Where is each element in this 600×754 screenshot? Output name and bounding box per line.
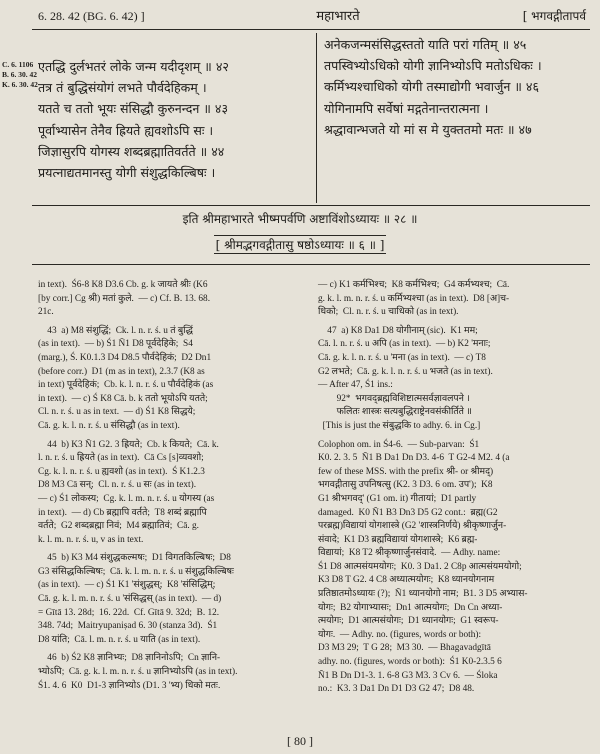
note-line: 43 a) M8 संशुद्धिं; Ck. l. n. r. ś. u तं बुद्धिं	[38, 325, 193, 336]
verse-line: श्रद्धावान्भजते यो मां स मे युक्ततमो मतः ॥ ४७	[324, 121, 532, 137]
note-line: 47 a) K8 Da1 D8 योगीनाम् (sic). K1 मम;	[318, 325, 478, 336]
sidenote-line: C. 6. 1106	[2, 60, 34, 69]
note-line: वर्तते; G2 शब्दब्रह्मा निवं; M4 ब्रह्मातिवं; Cā. g.	[38, 521, 199, 532]
note-line: — c) Ś1 लोकस्य; Cg. k. l. m. n. r. ś. u योगस्य (as	[38, 493, 215, 504]
note-line: no.: K3. 3 Da1 Dn D1 D3 G2 47; D8 48.	[318, 684, 475, 695]
note-line: g. k. l. m. n. r. ś. u कर्मिभ्यश्चा (as in text). D8 [अ]च-	[318, 293, 510, 304]
note-line: भगवद्गीतासु उपनिषत्सु (K2. 3 D3. 6 om. उप'); K8	[318, 480, 493, 491]
verse-line: कर्मिभ्यश्चाधिको योगी तस्माद्योगी भवार्जुन ॥ ४६	[324, 79, 540, 95]
note-line: (as in text). — c) Ś1 K1 'संशुद्धस्; K8 'संसिद्धिम्;	[38, 580, 216, 591]
note-line: = Gītā 13. 28d; 16. 22d. Cf. Gītā 9. 32d; B. 12.	[38, 607, 220, 618]
note-line: (before corr.) D1 (m as in text), 2.3.7 (K8 as	[38, 366, 205, 377]
note-line: adhy. no. (figures, words or both): Ś1 K0-2.3.5 6	[318, 657, 502, 668]
verse-line: जिज्ञासुरपि योगस्य शब्दब्रह्मातिवर्तते ॥ ४४	[38, 143, 225, 159]
header-section: [ भगवद्गीतापर्व	[522, 9, 586, 23]
column-divider	[316, 33, 317, 203]
critical-notes-left	[38, 279, 237, 693]
note-line: — c) K1 कर्मभिश्च; K8 कर्मभिश्च; G4 कर्मभ्यश्च; Cā.	[318, 280, 510, 290]
note-line: परब्रह्म)विद्यायां योगशास्त्रे (G2 'शास्त्रनिर्णये) श्रीकृष्णार्जुन-	[318, 521, 507, 532]
note-line: (as in text). — b) Ś1 Ñ1 D8 पूर्वदेहिके; S4	[38, 339, 193, 350]
sidenote-line: K. 6. 30. 42	[2, 80, 38, 89]
note-line: संवादे; K1 D3 ब्रह्मविद्यायां योगशास्त्रे; K6 ब्रह्म-	[318, 534, 478, 545]
note-line: Ñ1 B Dn D1-3. 1. 6-8 G3 M3. 3 Cv 6. — Śloka	[318, 670, 498, 681]
note-line: 46 b) Ś2 K8 ज्ञानिभ्यः; D8 ज्ञानिनोऽपि; Cn ज्ञानि-	[38, 653, 221, 664]
critical-notes-right	[318, 279, 528, 697]
note-line: विद्यायां; K8 T2 श्रीकृष्णार्जुनसंवादे. — Adhy. name:	[318, 548, 501, 559]
note-line: प्रतिष्ठातमोऽध्यायः (?); Ñ1 ध्यानयोगो नाम; B1. 3 D5 अभ्यास-	[318, 589, 528, 600]
note-line: भ्योऽपि; Cā. g. k. l. m. n. r. ś. u ज्ञानिभ्योऽपि (as in text).	[38, 667, 238, 678]
note-line: in text). — d) Cb ब्रह्मापि वर्तते; T8 शब्दं ब्रह्मापि	[38, 507, 207, 518]
note-line: (marg.), Ś. K0.1.3 D4 D8.5 पौर्वदेहिकं; D2 Dn1	[38, 352, 212, 363]
page-number: [ 80 ]	[287, 734, 313, 748]
verse-line: योगिनामपि सर्वेषां मद्गतेनान्तरात्मना ।	[324, 100, 489, 116]
verse-line: अनेकजन्मसंसिद्धस्ततो याति परां गतिम् ॥ ४५	[324, 37, 527, 52]
note-line: — After 47, Ś1 ins.:	[318, 380, 393, 391]
verse-line: यतते च ततो भूयः संसिद्धौ कुरुनन्दन ॥ ४३	[38, 101, 229, 117]
note-line: Cg. k. l. n. r. ś. u ह्यवशो (as in text). Ś K1.2.3	[38, 466, 205, 477]
note-line: G3 संसिद्धकिल्बिषः; Cā. k. l. m. n. r. ś. u संशुद्धकिल्बिषः	[38, 566, 234, 577]
note-line: Cā. g. k. l. m. n. r. ś. u 'संसिद्धस् (as in text). — d)	[38, 594, 222, 605]
note-line: योगः; B2 योगाभ्यासः; Dn1 आत्मयोगः; Dn Cn अध्या-	[318, 602, 503, 613]
note-line: [by corr.] Cg श्री) मतां कुले. — c) Cf. B. 13. 68.	[38, 293, 211, 304]
chapter-colophon: इति श्रीमहाभारते भीष्मपर्वणि अष्टाविंशोऽध्यायः ॥ २८ ॥	[182, 212, 418, 226]
verse-line: तत्र तं बुद्धिसंयोगं लभते पौर्वदेहिकम् ।	[38, 80, 207, 96]
note-line: l. n. r. ś. u ह्रियते (as in text). Cā Cs [s]व्यवशो;	[38, 453, 204, 464]
verse-rule	[32, 205, 590, 206]
note-line: Ś1. 4. 6 K0 D1-3 ज्ञानिभ्योऽ (D1. 3 'भ्य) धिको मतः.	[38, 680, 221, 691]
note-line: [This is just the संबुद्धकि to adhy. 6. in Cg.]	[318, 420, 481, 431]
note-line: 45 b) K3 M4 संशुद्धकल्मषः; D1 विगतकिल्बिषः; D8	[38, 553, 231, 564]
running-header	[38, 6, 586, 26]
note-line: D3 M3 29; T G 28; M3 30. — Bhagavadgītā	[318, 643, 491, 654]
verse-column-left	[38, 56, 229, 183]
header-rule	[32, 29, 590, 30]
verse-line: एतद्धि दुर्लभतरं लोके जन्म यदीदृशम् ॥ ४२	[38, 59, 229, 74]
note-line: फलितः शास्त्रः सत्यबुद्धिराष्ट्रेनवसंकीर्तिते ॥	[318, 407, 472, 418]
note-line: 92* भगवद्ब्रह्मविशिष्टात्मसर्वज्ञावलपने ।	[318, 393, 470, 404]
note-line: in text). — c) Ś K8 Cā. b. k ततो भूयोऽपि यतते;	[38, 393, 208, 404]
header-reference: 6. 28. 42 (BG. 6. 42) ]	[38, 9, 145, 23]
note-line: G2 लभते; Cā. g. k. l. n. r. ś. u भजते (as in text).	[318, 366, 493, 377]
note-line: धिको; Cl. n. r. ś. u चाधिको (as in text).	[318, 307, 459, 318]
gita-colophon-text: [ श्रीमद्भगवद्गीतासु षष्ठोऽध्यायः ॥ ६ ॥ ]	[214, 235, 387, 254]
verse-line: पूर्वाभ्यासेन तेनैव ह्रियते ह्यवशोऽपि सः ।	[38, 122, 214, 138]
note-line: 348. 74d; Maitryupaniṣad 6. 30 (stanza 3d). Ś1	[38, 621, 218, 632]
notes-rule	[32, 264, 590, 265]
verse-column-right	[324, 34, 542, 140]
note-line: D8 यांति; Cā. l. m. n. r. ś. u याति (as in text).	[38, 634, 201, 645]
header-title: महाभारते	[316, 9, 360, 24]
sidenote-line: B. 6. 30. 42	[2, 70, 38, 79]
verse-line: तपस्विभ्योऽधिको योगी ज्ञानिभ्योऽपि मतोऽधिकः ।	[324, 58, 542, 74]
note-line: k. l. m. n. r. ś. u, v as in text.	[38, 534, 144, 545]
note-line: Cā. g. k. l. n. r. ś. u 'मना (as in text). — c) T8	[318, 352, 486, 363]
verse-line: प्रयत्नाद्यतमानस्तु योगी संशुद्धकिल्बिषः ।	[38, 165, 216, 181]
note-line: Colophon om. in Ś4-6. — Sub-parvan: Ś1	[318, 439, 480, 450]
note-line: Cā. g. k. l. n. r. ś. u संसिद्धौ (as in text).	[38, 420, 180, 431]
note-line: K3 D8 T G2. 4 C8 अध्यात्मयोगः; K8 ध्यानयोगनाम	[318, 575, 495, 586]
note-line: D8 M3 Cā सन्; Cl. n. r. ś. u सः (as in text).	[38, 480, 197, 491]
note-line: K0. 2. 3. 5 Ñ1 B Da1 Dn D3. 4-6 T G2-4 M2. 4 (a	[318, 453, 510, 464]
note-line: 44 b) K3 Ñ1 G2. 3 ह्रियते; Cb. k कियते; Cā. k.	[38, 439, 219, 450]
sidenote-references	[2, 60, 38, 90]
note-line: Cl. n. r. ś. u as in text. — d) Ś1 K8 सिद्धये;	[38, 407, 196, 418]
note-line: Ś1 D8 आत्मसंयमयोगः; K0. 3 Da1. 2 C8p आत्मसंयमयोगो;	[318, 561, 522, 572]
note-line: in text). Ś6-8 K8 D3.6 Cb. g. k जायते श्रीः (K6	[38, 280, 208, 290]
note-line: G1 श्रीभगवद्' (G1 om. it) गीतायां; D1 partly	[318, 493, 477, 504]
note-line: damaged. K0 Ñ1 B3 Dn3 D5 G2 cont.: ब्रह्म(G2	[318, 507, 498, 518]
note-line: योगः. — Adhy. no. (figures, words or both):	[318, 629, 482, 640]
note-line: Cā. l. n. r. ś. u अपि (as in text). — b) K2 'मनाः;	[318, 339, 491, 350]
note-line: in text) पूर्वदेहिकं; Cb. k. l. n. r. ś. u पौर्वदेहिकं (as	[38, 380, 214, 391]
note-line: few of these MSS. with the prefix श्री- or श्रीमद्)	[318, 466, 494, 477]
note-line: 21c.	[38, 307, 54, 318]
gita-colophon	[0, 235, 600, 254]
note-line: त्मयोगः; D1 आत्मसंयोगः; D1 ध्यानयोगः; G1 स्वरूप-	[318, 616, 499, 627]
